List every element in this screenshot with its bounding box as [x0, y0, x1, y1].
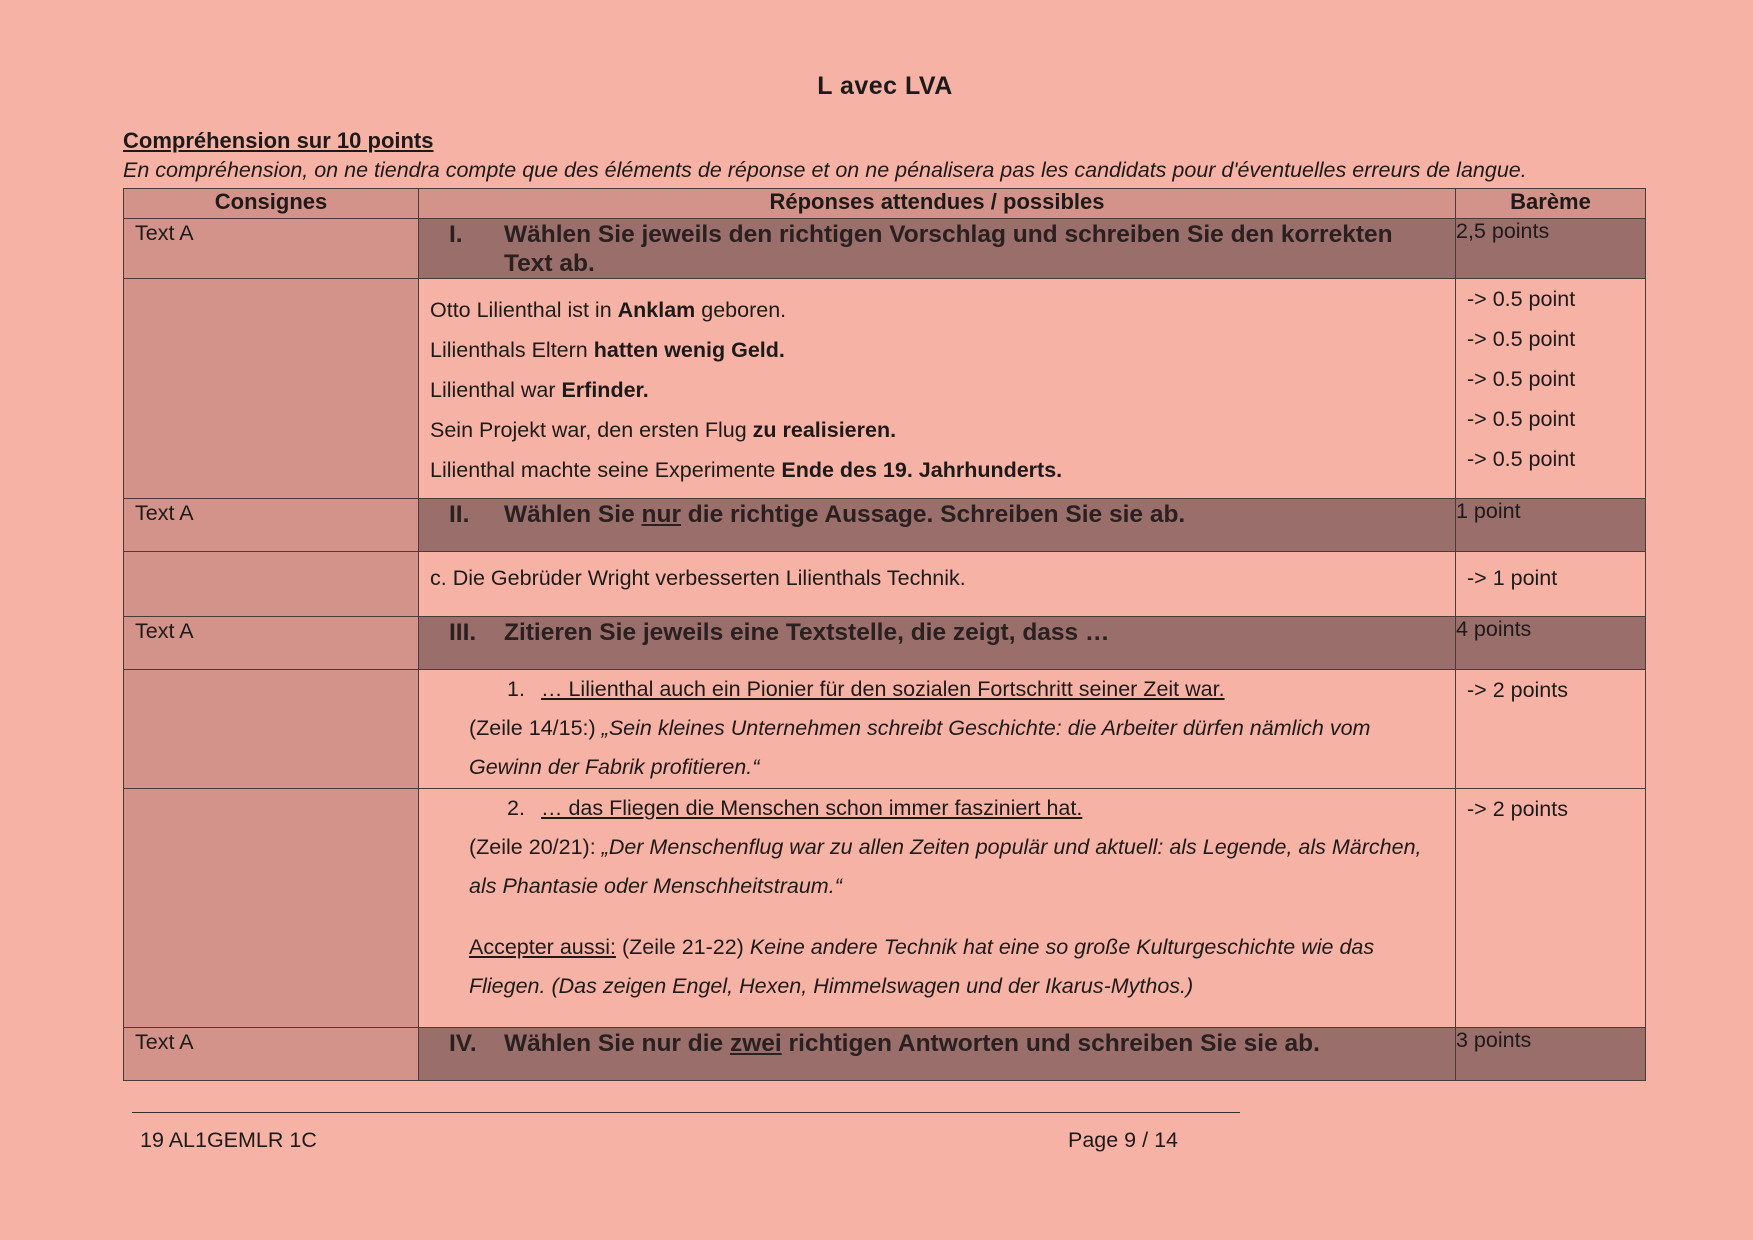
question-points: 4 points: [1456, 617, 1646, 670]
citation-statement: 1. … Lilienthal auch ein Pionier für den sozialen Fortschritt seiner Zeit war.: [507, 677, 1225, 701]
answer-points: -> 2 points: [1467, 678, 1568, 702]
question-number: I.: [449, 221, 463, 248]
answer-points: -> 0.5 point: [1467, 327, 1576, 351]
page-title: L avec LVA: [817, 72, 953, 100]
question-points: 2,5 points: [1456, 219, 1646, 279]
text-label: Text A: [124, 219, 419, 279]
page-number: Page 9 / 14: [1068, 1128, 1178, 1152]
answer-points: -> 0.5 point: [1467, 447, 1576, 471]
answer-row: [124, 552, 1646, 617]
answer-row: [124, 670, 1646, 789]
empty-cell: [124, 552, 419, 617]
table-header-row: [124, 189, 1646, 219]
header-consignes: Consignes: [124, 189, 419, 219]
answer-points: -> 1 point: [1467, 566, 1558, 590]
question-cell: [419, 1028, 1456, 1081]
answer-points: -> 0.5 point: [1467, 367, 1576, 391]
alternative-quote: Accepter aussi: (Zeile 21-22) Keine andere Technik hat eine so große Kulturgeschichte wie das Fliegen. (Das zeigen Engel, Hexen, Himmelswagen und der Ikarus-Mythos.): [469, 935, 1375, 998]
answer-cell: [419, 552, 1456, 617]
answer-points: -> 0.5 point: [1467, 407, 1576, 431]
empty-cell: [124, 670, 419, 789]
question-points: 1 point: [1456, 499, 1646, 552]
answer-points-cell: [1456, 552, 1646, 617]
grading-instruction: En compréhension, on ne tiendra compte que des éléments de réponse et on ne pénalisera pas les candidats pour d'éventuelles erreurs de langue.: [123, 158, 1527, 182]
answer-line: Lilienthal war Erfinder.: [430, 378, 649, 402]
question-cell: [419, 219, 1456, 279]
question-row: [124, 617, 1646, 670]
question-number: II.: [449, 501, 470, 528]
grading-table: [123, 188, 1646, 1081]
answer-points-cell: [1456, 670, 1646, 789]
answer-line: Lilienthal machte seine Experimente Ende des 19. Jahrhunderts.: [430, 458, 1063, 482]
question-cell: [419, 617, 1456, 670]
text-label: Text A: [124, 1028, 419, 1081]
answer-cell: [419, 789, 1456, 1028]
answer-row: [124, 279, 1646, 499]
header-reponses: Réponses attendues / possibles: [419, 189, 1456, 219]
question-text: Wählen Sie nur die zwei richtigen Antworten und schreiben Sie sie ab.: [504, 1030, 1320, 1057]
citation-statement: 2. … das Fliegen die Menschen schon immer fasziniert hat.: [507, 796, 1083, 820]
answer-cell: [419, 279, 1456, 499]
empty-cell: [124, 279, 419, 499]
question-number: III.: [449, 619, 477, 646]
question-row: [124, 499, 1646, 552]
question-points: 3 points: [1456, 1028, 1646, 1081]
question-row: [124, 219, 1646, 279]
answer-points-cell: [1456, 279, 1646, 499]
question-number: IV.: [449, 1030, 477, 1057]
answer-cell: [419, 670, 1456, 789]
answer-line: Otto Lilienthal ist in Anklam geboren.: [430, 298, 787, 322]
header-bareme: Barème: [1456, 189, 1646, 219]
question-cell: [419, 499, 1456, 552]
footer-divider: [132, 1112, 1240, 1113]
answer-points: -> 2 points: [1467, 797, 1568, 821]
answer-row: [124, 789, 1646, 1028]
answer-line: Lilienthals Eltern hatten wenig Geld.: [430, 338, 785, 362]
text-label: Text A: [124, 617, 419, 670]
section-title: Compréhension sur 10 points: [123, 128, 434, 153]
citation-quote: (Zeile 14/15:) „Sein kleines Unternehmen schreibt Geschichte: die Arbeiter dürfen nämlich vom Gewinn der Fabrik profitieren.“: [469, 716, 1371, 779]
text-label: Text A: [124, 499, 419, 552]
question-text: Wählen Sie jeweils den richtigen Vorschlag und schreiben Sie den korrekten Text ab.: [504, 221, 1393, 277]
question-text: Zitieren Sie jeweils eine Textstelle, die zeigt, dass …: [504, 619, 1110, 646]
question-row: [124, 1028, 1646, 1081]
question-text: Wählen Sie nur die richtige Aussage. Schreiben Sie sie ab.: [504, 501, 1186, 528]
answer-line: Sein Projekt war, den ersten Flug zu realisieren.: [430, 418, 897, 442]
exam-code: 19 AL1GEMLR 1C: [140, 1128, 317, 1152]
answer-line: c. Die Gebrüder Wright verbesserten Lilienthals Technik.: [430, 566, 966, 590]
citation-quote: (Zeile 20/21): „Der Menschenflug war zu allen Zeiten populär und aktuell: als Legende, als Märchen, als Phantasie oder Menschheitstraum.“: [469, 835, 1422, 898]
answer-points: -> 0.5 point: [1467, 287, 1576, 311]
answer-points-cell: [1456, 789, 1646, 1028]
empty-cell: [124, 789, 419, 1028]
